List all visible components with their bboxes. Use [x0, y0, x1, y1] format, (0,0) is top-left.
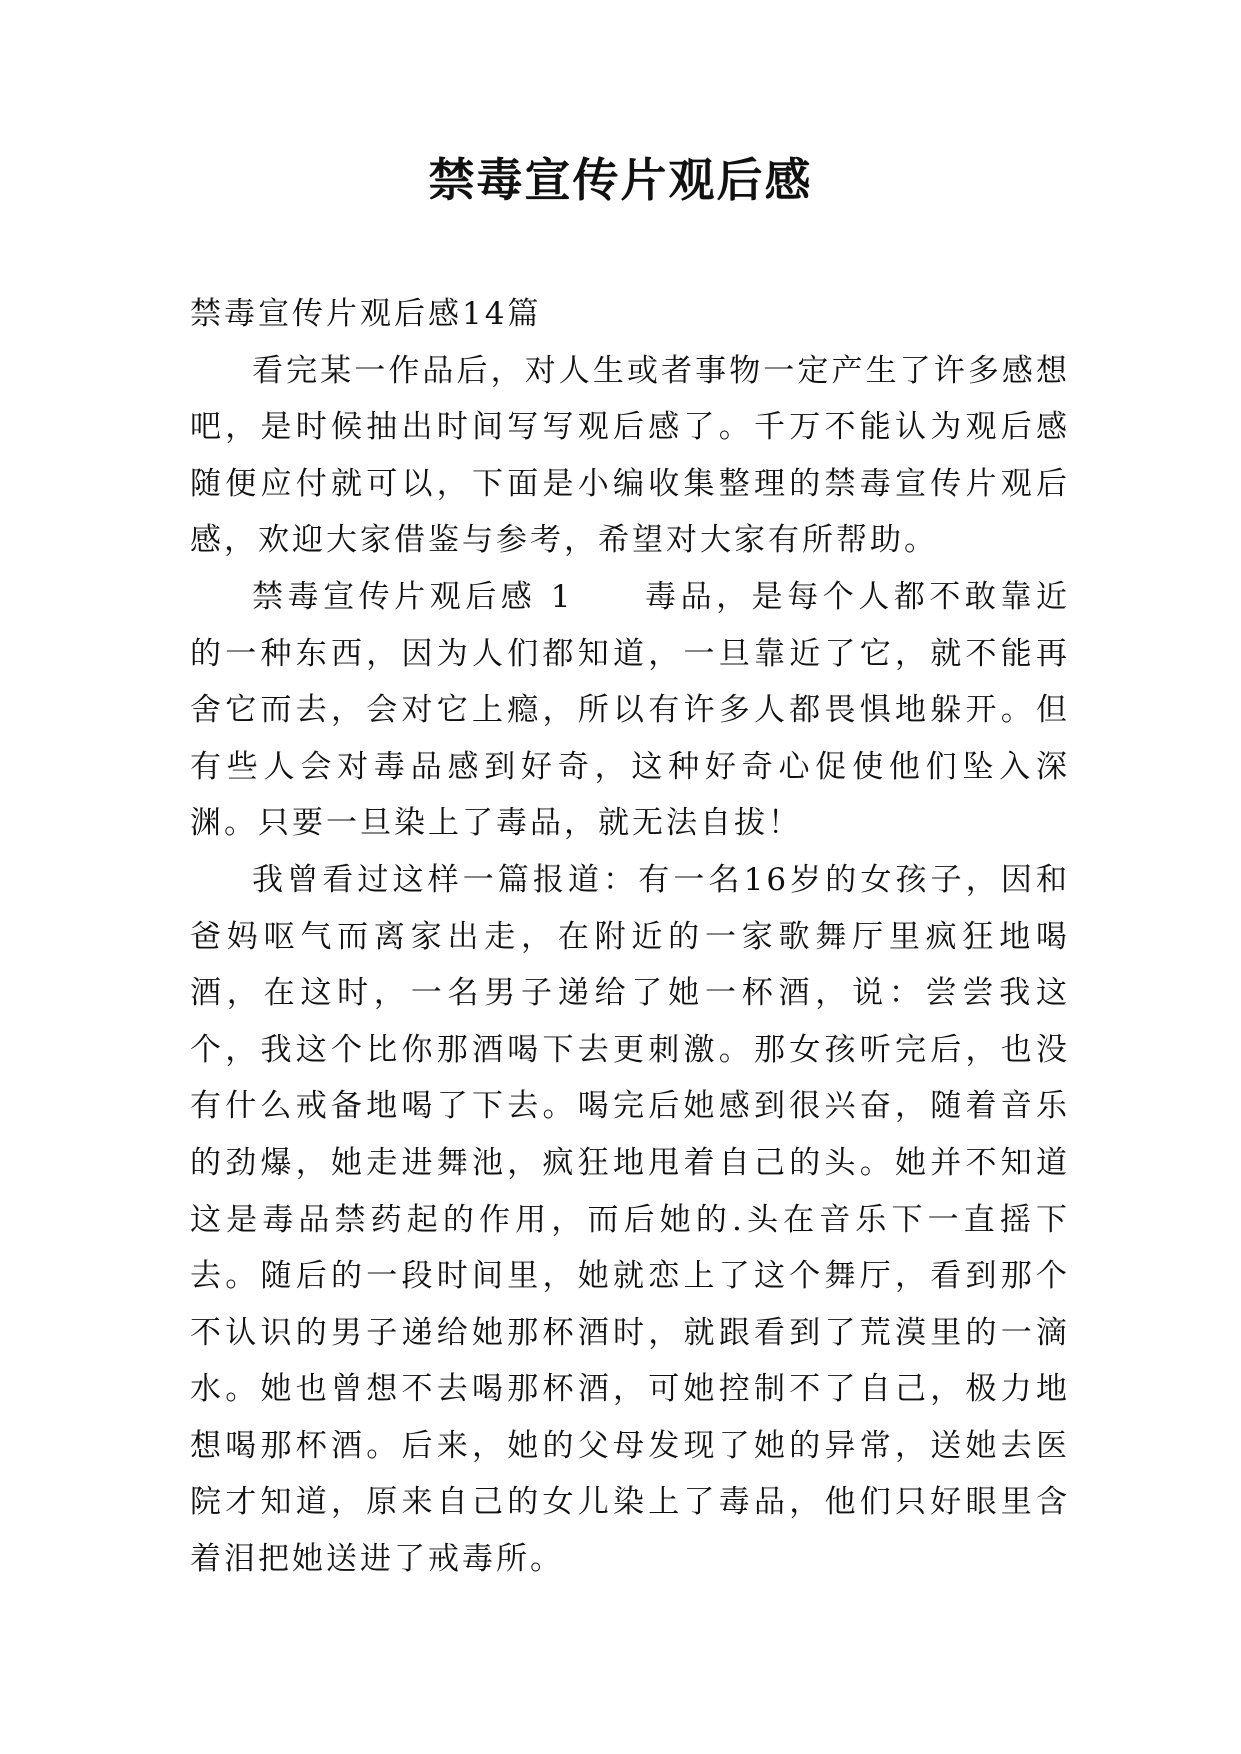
- section-1-paragraph: [190, 569, 1070, 852]
- section-1-paragraph-2: 我曾看过这样一篇报道：有一名16岁的女孩子，因和爸妈呕气而离家出走，在附近的一家歌舞厅里疯狂地喝酒，在这时，一名男子递给了她一杯酒，说：尝尝我这个，我这个比你那酒喝下去更刺激。那女孩听完后，也没有什么戒备地喝了下去。喝完后她感到很兴奋，随着音乐的劲爆，她走进舞池，疯狂地甩着自己的头。她并不知道这是毒品禁药起的作用，而后她的.头在音乐下一直摇下去。随后的一段时间里，她就恋上了这个舞厅，看到那个不认识的男子递给她那杯酒时，就跟看到了荒漠里的一滴水。她也曾想不去喝那杯酒，可她控制不了自己，极力地想喝那杯酒。后来，她的父母发现了她的异常，送她去医院才知道，原来自己的女儿染上了毒品，他们只好眼里含着泪把她送进了戒毒所。: [190, 861, 1070, 1578]
- document-subtitle: 禁毒宣传片观后感14篇: [190, 296, 542, 332]
- intro-paragraph: 看完某一作品后，对人生或者事物一定产生了许多感想吧，是时候抽出时间写写观后感了。千万不能认为观后感随便应付就可以，下面是小编收集整理的禁毒宣传片观后感，欢迎大家借鉴与参考，希望对大家有所帮助。: [190, 352, 1070, 559]
- section-1-heading: 禁毒宣传片观后感 1: [252, 578, 574, 615]
- section-1-text: 毒品，是每个人都不敢靠近的一种东西，因为人们都知道，一旦靠近了它，就不能再舍它而去，会对它上瘾，所以有许多人都畏惧地躲开。但有些人会对毒品感到好奇，这种好奇心促使他们坠入深渊。只要一旦染上了毒品，就无法自拔！: [190, 578, 1071, 842]
- document-body: [190, 286, 1070, 1588]
- document-title: 禁毒宣传片观后感: [428, 153, 813, 207]
